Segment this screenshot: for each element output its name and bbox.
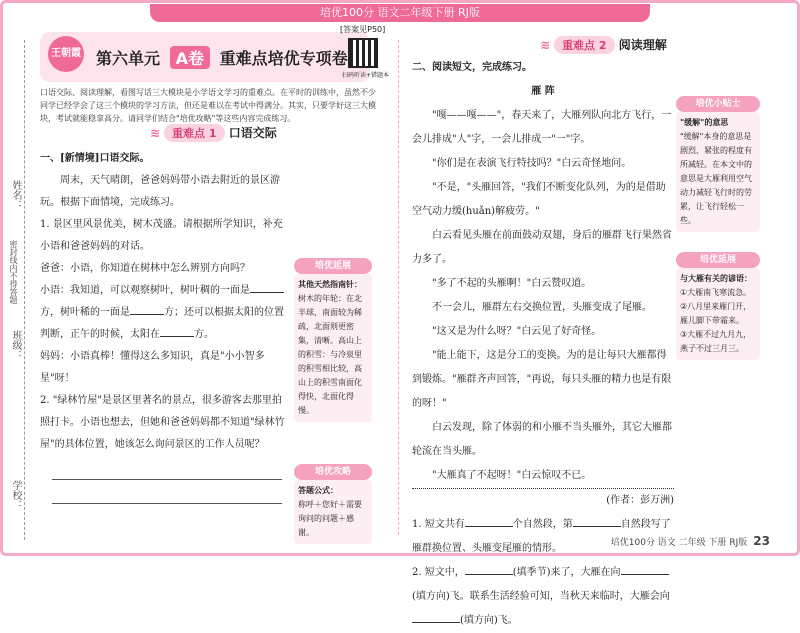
- top-banner: 培优100分 语文二年级下册 RJ版: [150, 4, 650, 22]
- s2-text: 2. 短文中，: [412, 567, 465, 578]
- right-tip-1-header: 培优小贴士: [676, 96, 760, 112]
- passage-p2: "你们是在表演飞行特技吗？"白云奇怪地问。: [432, 158, 632, 169]
- qr-caption: 扫码听读+错题本: [342, 72, 390, 79]
- blank-2[interactable]: [130, 303, 164, 315]
- s2b-text: (填季节)来了，大雁在向: [512, 567, 621, 578]
- intro-text: 口语交际、阅读理解，看图写话三大模块是小学语文学习的重难点。在平时的训练中，虽然不少同学已经学会了这三个模块的学习方法，但还是难以在考试中得满分。其实，只要学好这三大模块，考试就能稳拿高分。请同学们结合"培优攻略"等这些内容完成练习。: [40, 88, 376, 123]
- side-tip-2-box: [294, 480, 372, 544]
- right-tip-2-title: 与大雁有关的谚语：: [680, 274, 752, 283]
- passage-author: (作者：彭万洲): [606, 495, 674, 506]
- q1-heading: 一、[新情境]口语交际。: [40, 153, 150, 164]
- blank-s1b[interactable]: [573, 515, 621, 527]
- cut-line: [24, 40, 25, 540]
- passage-title: 雁 阵: [531, 86, 555, 97]
- passage-p5: "多了不起的头雁啊！"白云赞叹道。: [432, 278, 592, 289]
- right-tip-1-title: "缓解"的意思: [680, 118, 729, 127]
- title-tag: A卷: [170, 46, 210, 69]
- blank-1[interactable]: [250, 281, 284, 293]
- page-footer: [611, 534, 770, 548]
- q1-scenario: 周末，天气晴朗，爸爸妈妈带小语去附近的景区游玩。根据下面情境，完成练习。: [40, 175, 280, 208]
- name-label: 姓名：: [10, 180, 21, 210]
- title-suffix: 重难点培优专项卷: [219, 49, 348, 68]
- seal-text: 密封线内不得答题: [9, 240, 18, 304]
- right-tip-2-header: 培优延展: [676, 252, 760, 268]
- proverb-item: ③大雁不过九月九，燕子不过三月三。: [680, 330, 752, 353]
- blank-s1a[interactable]: [465, 515, 513, 527]
- left-binding-strip: [6, 40, 26, 540]
- side-tip-1: [294, 258, 372, 422]
- answer-line-1[interactable]: [52, 456, 282, 480]
- blank-s2a[interactable]: [465, 563, 513, 575]
- side-tip-1-header: 培优延展: [294, 258, 372, 274]
- xy-text-2: 方，树叶稀的一面是: [40, 307, 130, 318]
- s1b-text: 个自然段，第: [512, 519, 573, 530]
- q1-item1: 1. 景区里风景优美，树木茂盛。请根据所学知识，补充小语和爸爸妈妈的对话。: [40, 219, 283, 252]
- school-label: 学校：: [10, 480, 21, 510]
- q1-item2: 2. "绿林竹屋"是景区里著名的景点，很多游客去那里拍照打卡。小语也想去，但她和爸爸妈妈都不知道"绿林竹屋"的具体位置，她该怎么询问景区的工作人员呢？: [40, 395, 285, 450]
- passage-p3: "不是，"头雁回答，"我们不断变化队列，为的是借助空气动力缓(huǎn)解疲劳。": [412, 182, 666, 217]
- side-tip-2-title: 答题公式：: [298, 486, 338, 495]
- right-tip-1-body: "缓解"本身的意思是剧烈、紧张的程度有所减轻。在本文中的意思是大雁利用空气动力减轻飞行时的劳累，让飞行轻松一些。: [680, 132, 752, 225]
- right-tip-2-box: [676, 268, 760, 360]
- mom-line: 妈妈：小语真棒！懂得这么多知识，真是"小小智多星"呀！: [40, 351, 265, 384]
- section-2-tag: 重难点 2: [554, 36, 614, 54]
- passage-p10: "大雁真了不起呀！"白云惊叹不已。: [412, 464, 674, 489]
- s1-text: 1. 短文共有: [412, 519, 465, 530]
- right-tip-1: [676, 96, 760, 232]
- side-tip-2-body: 称呼＋您好＋需要询问的问题＋感谢。: [298, 500, 362, 537]
- section-1-tag: 重难点 1: [164, 124, 224, 142]
- question-1: [40, 148, 290, 504]
- passage-p7: "这又是为什么呀？"白云见了好奇怪。: [432, 326, 602, 337]
- blank-s2c[interactable]: [412, 611, 460, 623]
- section-1-header: [150, 124, 277, 142]
- side-tip-2: [294, 464, 372, 544]
- passage-p1: "嘎——嘎——"，春天来了，大雁列队向北方飞行，一会儿排成"人"字，一会儿排成一"一"字。: [412, 110, 672, 145]
- proverb-item: ②八月里来雁门开，雁儿脚下带霜来。: [680, 302, 752, 325]
- qr-code-icon[interactable]: [348, 38, 378, 68]
- side-tip-1-box: [294, 274, 372, 422]
- q2-heading: 二、阅读短文，完成练习。: [412, 62, 532, 73]
- s2d-text: (填方向)飞。: [460, 615, 518, 626]
- section-2-header: [540, 36, 667, 54]
- passage-p9: 白云发现，除了体弱的和小雁不当头雁外，其它大雁都轮流在当头雁。: [412, 422, 672, 457]
- side-tip-1-body: 树木的年轮：在北半球，南面较为稀疏，北面则更密集，清晰。高山上的积雪：与冷泉里的积雪相比较，高山上的积雪南面化得快，北面化得慢。: [298, 294, 362, 415]
- wave-icon: ≋: [540, 38, 551, 52]
- xy-text-1: 小语：我知道，可以观察树叶，树叶稠的一面是: [40, 285, 250, 296]
- dad-line: 爸爸：小语，你知道在树林中怎么辨别方向吗？: [40, 263, 250, 274]
- right-tip-2: [676, 252, 760, 360]
- xy-text-4: 方。: [194, 329, 214, 340]
- title-prefix: 第六单元: [96, 49, 161, 68]
- blank-s2b[interactable]: [621, 563, 669, 575]
- answer-reference: [答案见P50]: [340, 25, 386, 34]
- passage-p4: 白云看见头雁在前面鼓动双翅，身后的雁群飞行果然省力多了。: [412, 230, 672, 265]
- passage-p8: "能上能下，这是分工的变换。为的是让每只大雁都得到锻炼。"雁群齐声回答，"再说，每只头雁的精力也是有限的呀！": [412, 350, 672, 409]
- footer-text: 培优100分 语文 二年级 下册 RJ版: [610, 538, 748, 548]
- page-title: [96, 46, 348, 69]
- proverb-item: ①大雁南飞寒流急。: [680, 288, 752, 297]
- q2-sub2: [412, 561, 674, 633]
- passage-p6: 不一会儿，雁群左右交换位置，头雁变成了尾雁。: [432, 302, 652, 313]
- column-divider: [398, 40, 399, 535]
- brand-logo: 王朝霞: [48, 36, 84, 72]
- section-2-title: 阅读理解: [618, 38, 667, 52]
- s2c-text: (填方向)飞。联系生活经验可知，当秋天来临时，大雁会向: [412, 591, 670, 602]
- right-tip-1-box: [676, 112, 760, 232]
- answer-line-2[interactable]: [52, 480, 282, 504]
- side-tip-2-header: 培优攻略: [294, 464, 372, 480]
- page-number: 23: [753, 534, 770, 548]
- wave-icon: ≋: [150, 126, 161, 140]
- xy-text-3: 方；还可以根据太阳的位置判断，正午的时候，太阳在: [40, 307, 284, 340]
- section-1-title: 口语交际: [228, 126, 277, 140]
- class-label: 班级：: [10, 330, 21, 360]
- s1c-text: 自然段写了雁群换位置、头雁变尾雁的情形。: [412, 519, 671, 554]
- side-tip-1-title: 其他天然指南针：: [298, 280, 362, 289]
- xiaoyu-line: [40, 280, 290, 346]
- blank-3[interactable]: [160, 325, 194, 337]
